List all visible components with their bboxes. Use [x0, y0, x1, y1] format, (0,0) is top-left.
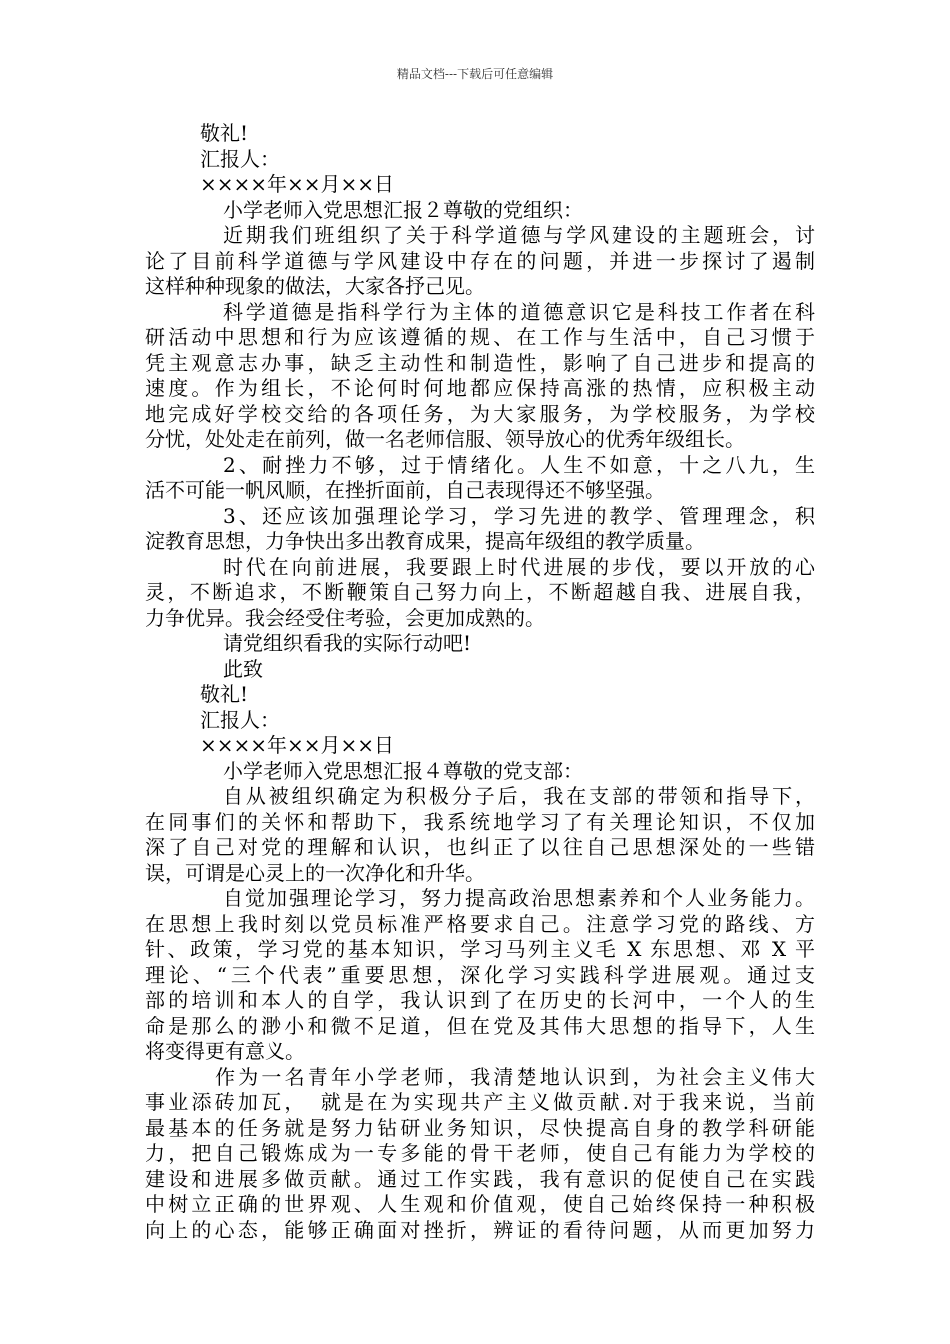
text-line: 淀教育思想，力争快出多出教育成果，提高年级组的教学质量。 — [145, 529, 705, 553]
text-line: 在同事们的关怀和帮助下，我系统地学习了有关理论知识，不仅加 — [145, 809, 815, 834]
text-line: 力争优异。我会经受住考验，会更加成熟的。 — [145, 605, 545, 630]
text-line: 最基本的任务就是努力钻研业务知识，尽快提高自身的教学科研能 — [145, 1115, 815, 1140]
text-line: 深了自己对党的理解和认识，也纠正了以往自己思想深处的一些错 — [145, 835, 815, 859]
text-line: 论了目前科学道德与学风建设中存在的问题，并进一步探讨了遏制 — [145, 248, 815, 273]
text-line: 请党组织看我的实际行动吧! — [223, 631, 472, 655]
text-line: 事业添砖加瓦， 就是在为实现共产主义做贡献.对于我来说，当前 — [145, 1090, 815, 1114]
text-line: 针、政策，学习党的基本知识，学习马列主义毛 X 东思想、邓 X 平 — [145, 937, 815, 961]
text-line: 作为一名青年小学老师，我清楚地认识到，为社会主义伟大 — [215, 1064, 815, 1089]
text-line: 科学道德是指科学行为主体的道德意识它是科技工作者在科 — [223, 299, 815, 324]
text-line: 地完成好学校交给的各项任务，为大家服务，为学校服务，为学校 — [145, 401, 815, 426]
text-line: 小学老师入党思想汇报４尊敬的党支部： — [223, 758, 583, 783]
text-line: 中树立正确的世界观、人生观和价值观，使自己始终保持一种积极 — [145, 1192, 815, 1216]
text-line: 2、耐挫力不够，过于情绪化。人生不如意，十之八九，生 — [223, 452, 815, 477]
text-line: 向上的心态，能够正确面对挫折，辨证的看待问题，从而更加努力 — [145, 1217, 815, 1242]
text-line: 汇报人： — [200, 707, 280, 732]
text-line: 此致 — [223, 656, 263, 681]
text-line: ××××年××月××日 — [200, 733, 395, 757]
text-line: 敬礼! — [200, 682, 249, 706]
text-line: 敬礼! — [200, 121, 249, 145]
page-header: 精品文档---下载后可任意编辑 — [396, 67, 554, 81]
text-line: 凭主观意志办事，缺乏主动性和制造性，影响了自己进步和提高的 — [145, 350, 815, 375]
text-line: 小学老师入党思想汇报２尊敬的党组织： — [223, 197, 583, 222]
text-line: 误，可谓是心灵上的一次净化和升华。 — [145, 860, 485, 885]
text-line: 将变得更有意义。 — [145, 1039, 305, 1063]
text-line: 力，把自己锻炼成为一专多能的骨干老师，使自己有能力为学校的 — [145, 1141, 815, 1165]
text-line: 建设和进展多做贡献。通过工作实践，我有意识的促使自己在实践 — [145, 1166, 815, 1191]
text-line: 理论、“三个代表”重要思想，深化学习实践科学进展观。通过支 — [145, 962, 815, 987]
document-body — [145, 121, 815, 1243]
text-line: 时代在向前进展，我要跟上时代进展的步伐，要以开放的心 — [223, 554, 815, 579]
text-line: 部的培训和本人的自学，我认识到了在历史的长河中，一个人的生 — [145, 988, 815, 1012]
text-line: 自觉加强理论学习，努力提高政治思想素养和个人业务能力。 — [223, 886, 815, 910]
text-line: 研活动中思想和行为应该遵循的规、在工作与生活中，自己习惯于 — [145, 325, 815, 349]
text-line: ××××年××月××日 — [200, 172, 395, 196]
text-line: 近期我们班组织了关于科学道德与学风建设的主题班会，讨 — [223, 223, 815, 247]
text-line: 在思想上我时刻以党员标准严格要求自己。注意学习党的路线、方 — [145, 911, 815, 936]
text-line: 命是那么的渺小和微不足道，但在党及其伟大思想的指导下，人生 — [145, 1013, 815, 1038]
text-line: 分忧，处处走在前列，做一名老师信服、领导放心的优秀年级组长。 — [145, 427, 745, 451]
text-line: 速度。作为组长，不论何时何地都应保持高涨的热情，应积极主动 — [145, 376, 815, 400]
text-line: 这样种种现象的做法，大家各抒己见。 — [145, 274, 485, 298]
text-line: 汇报人： — [200, 146, 280, 171]
text-line: 灵，不断追求，不断鞭策自己努力向上，不断超越自我、进展自我， — [145, 580, 815, 604]
text-line: 活不可能一帆风顺，在挫折面前，自己表现得还不够坚强。 — [145, 478, 665, 502]
text-line: 3、还应该加强理论学习，学习先进的教学、管理理念，积 — [223, 503, 815, 528]
text-line: 自从被组织确定为积极分子后，我在支部的带领和指导下， — [223, 784, 815, 808]
